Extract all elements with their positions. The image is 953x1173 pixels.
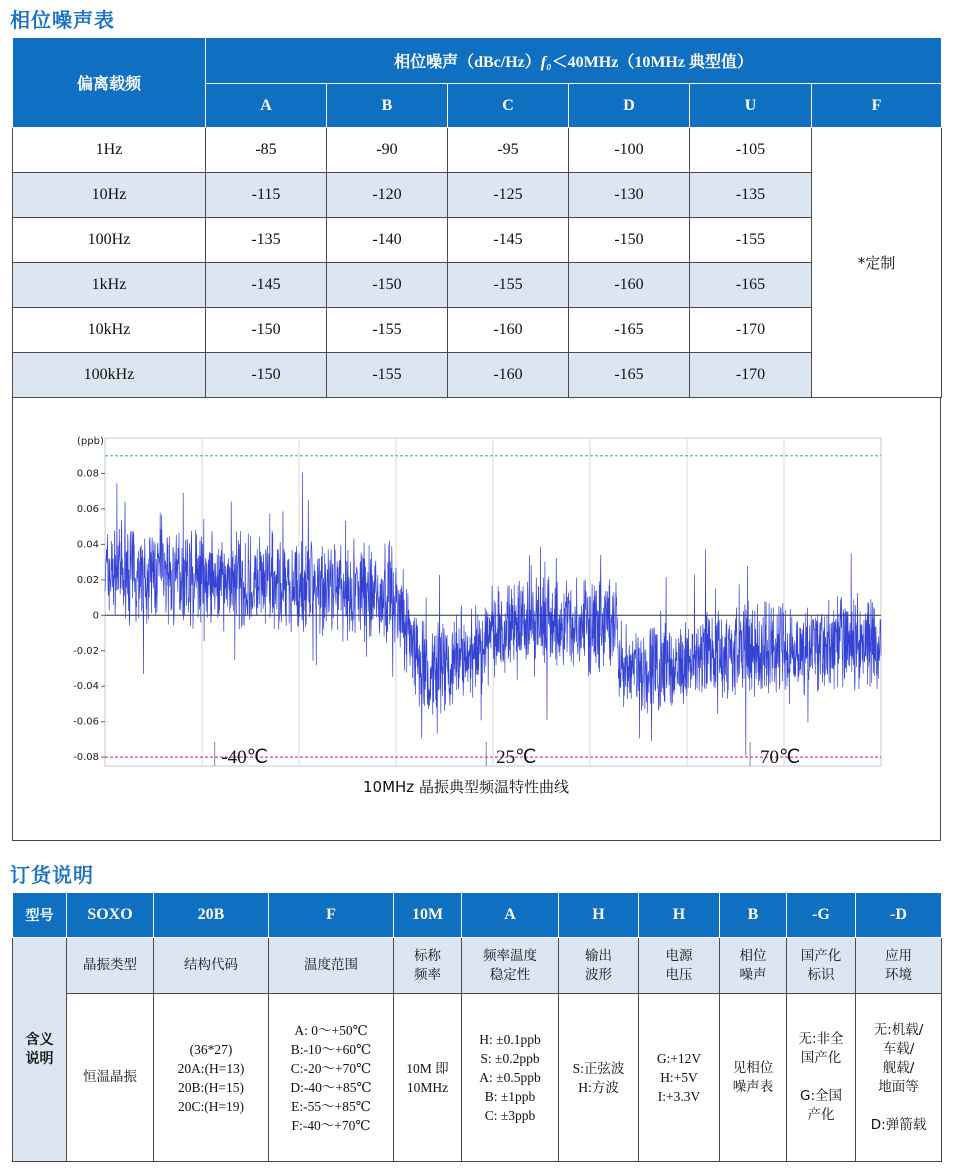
- value-cell: -120: [327, 173, 448, 218]
- field-label: 结构代码: [154, 938, 269, 994]
- value-cell: -150: [206, 353, 327, 398]
- phase-noise-group-header: [206, 38, 942, 84]
- offset-cell: 100kHz: [13, 353, 206, 398]
- group-header-suffix: ＜40MHz（10MHz 典型值）: [551, 54, 753, 71]
- field-label: 温度范围: [269, 938, 394, 994]
- offset-cell: 100Hz: [13, 218, 206, 263]
- offset-cell: 1Hz: [13, 128, 206, 173]
- value-cell: -170: [690, 353, 812, 398]
- value-cell: -160: [448, 308, 569, 353]
- offset-header: 偏离载频: [13, 38, 206, 128]
- value-cell: -165: [569, 353, 690, 398]
- column-header-f: F: [812, 84, 942, 128]
- order-header-code: SOXO: [67, 893, 154, 938]
- value-cell: -160: [569, 263, 690, 308]
- field-description: H: ±0.1ppb S: ±0.2ppb A: ±0.5ppb B: ±1ppb C: ±3ppb: [462, 994, 559, 1162]
- value-cell: -155: [690, 218, 812, 263]
- frequency-temperature-chart: [13, 398, 942, 768]
- value-cell: -85: [206, 128, 327, 173]
- field-description: 无:非全 国产化 G:全国 产化: [787, 994, 856, 1162]
- chart-caption: 10MHz 晶振典型频温特性曲线: [363, 778, 569, 796]
- value-cell: -135: [206, 218, 327, 263]
- y-tick-label: 0.04: [76, 539, 99, 551]
- table-row: [13, 128, 942, 173]
- value-cell: -165: [690, 263, 812, 308]
- y-tick-label: 0: [92, 610, 99, 622]
- offset-cell: 1kHz: [13, 263, 206, 308]
- table-row: [13, 173, 942, 218]
- field-label: 标称 频率: [394, 938, 462, 994]
- custom-note: *定制: [812, 128, 942, 398]
- order-header-code: F: [269, 893, 394, 938]
- y-axis-label: (ppb): [77, 436, 104, 447]
- field-description: 10M 即 10MHz: [394, 994, 462, 1162]
- temperature-label: 70℃: [759, 747, 801, 768]
- field-label: 频率温度 稳定性: [462, 938, 559, 994]
- table-row: [13, 263, 942, 308]
- value-cell: -165: [569, 308, 690, 353]
- field-label: 晶振类型: [67, 938, 154, 994]
- order-header-code: -D: [856, 893, 942, 938]
- value-cell: -155: [327, 353, 448, 398]
- order-header-model: 型号: [13, 893, 67, 938]
- y-tick-label: -0.06: [73, 716, 99, 728]
- order-header-code: B: [720, 893, 787, 938]
- value-cell: -90: [327, 128, 448, 173]
- value-cell: -155: [448, 263, 569, 308]
- meaning-label: 含义 说明: [13, 938, 67, 1162]
- value-cell: -170: [690, 308, 812, 353]
- field-label: 国产化 标识: [787, 938, 856, 994]
- column-header-d: D: [569, 84, 690, 128]
- phase-noise-table: [12, 37, 942, 398]
- field-label: 相位 噪声: [720, 938, 787, 994]
- value-cell: -145: [206, 263, 327, 308]
- temperature-label: 25℃: [496, 747, 537, 768]
- ordering-section-title: 订货说明: [10, 863, 94, 887]
- order-header-code: 20B: [154, 893, 269, 938]
- column-header-c: C: [448, 84, 569, 128]
- value-cell: -100: [569, 128, 690, 173]
- field-description: 恒温晶振: [67, 994, 154, 1162]
- value-cell: -145: [448, 218, 569, 263]
- y-tick-label: -0.02: [73, 645, 99, 657]
- field-description: 见相位 噪声表: [720, 994, 787, 1162]
- y-tick-label: 0.02: [76, 574, 99, 586]
- field-description: S:正弦波 H:方波: [559, 994, 639, 1162]
- order-header-code: H: [639, 893, 720, 938]
- offset-cell: 10kHz: [13, 308, 206, 353]
- field-description: G:+12V H:+5V I:+3.3V: [639, 994, 720, 1162]
- group-header-f0: f₀: [540, 54, 552, 71]
- ordering-table: [12, 892, 942, 1162]
- value-cell: -150: [569, 218, 690, 263]
- column-header-u: U: [690, 84, 812, 128]
- order-header-code: 10M: [394, 893, 462, 938]
- value-cell: -135: [690, 173, 812, 218]
- column-header-a: A: [206, 84, 327, 128]
- order-header-code: H: [559, 893, 639, 938]
- value-cell: -95: [448, 128, 569, 173]
- value-cell: -105: [690, 128, 812, 173]
- value-cell: -140: [327, 218, 448, 263]
- temperature-label: -40℃: [221, 747, 269, 768]
- order-header-code: -G: [787, 893, 856, 938]
- field-label: 电源 电压: [639, 938, 720, 994]
- value-cell: -155: [327, 308, 448, 353]
- table-row: [13, 308, 942, 353]
- order-header-code: A: [462, 893, 559, 938]
- y-tick-label: 0.08: [76, 468, 99, 480]
- chart-box: [12, 398, 941, 841]
- field-description: (36*27) 20A:(H=13) 20B:(H=15) 20C:(H=19): [154, 994, 269, 1162]
- column-header-b: B: [327, 84, 448, 128]
- y-tick-label: 0.06: [76, 503, 99, 515]
- label-row: [13, 938, 942, 994]
- field-label: 应用 环境: [856, 938, 942, 994]
- value-cell: -150: [327, 263, 448, 308]
- table-row: [13, 353, 942, 398]
- value-cell: -150: [206, 308, 327, 353]
- phase-noise-section-title: 相位噪声表: [10, 8, 115, 32]
- table-row: [13, 218, 942, 263]
- field-label: 输出 波形: [559, 938, 639, 994]
- offset-cell: 10Hz: [13, 173, 206, 218]
- y-tick-label: -0.04: [73, 681, 99, 693]
- field-description: 无:机载/ 车载/ 舰载/ 地面等 D:弹箭载: [856, 994, 942, 1162]
- field-description: A: 0～+50℃ B:-10～+60℃ C:-20～+70℃ D:-40～+85℃ E:-55～+85℃ F:-40～+70℃: [269, 994, 394, 1162]
- group-header-prefix: 相位噪声（dBc/Hz）: [394, 54, 541, 71]
- value-cell: -160: [448, 353, 569, 398]
- value-cell: -130: [569, 173, 690, 218]
- y-tick-label: -0.08: [73, 752, 99, 764]
- value-cell: -115: [206, 173, 327, 218]
- value-cell: -125: [448, 173, 569, 218]
- description-row: [13, 994, 942, 1162]
